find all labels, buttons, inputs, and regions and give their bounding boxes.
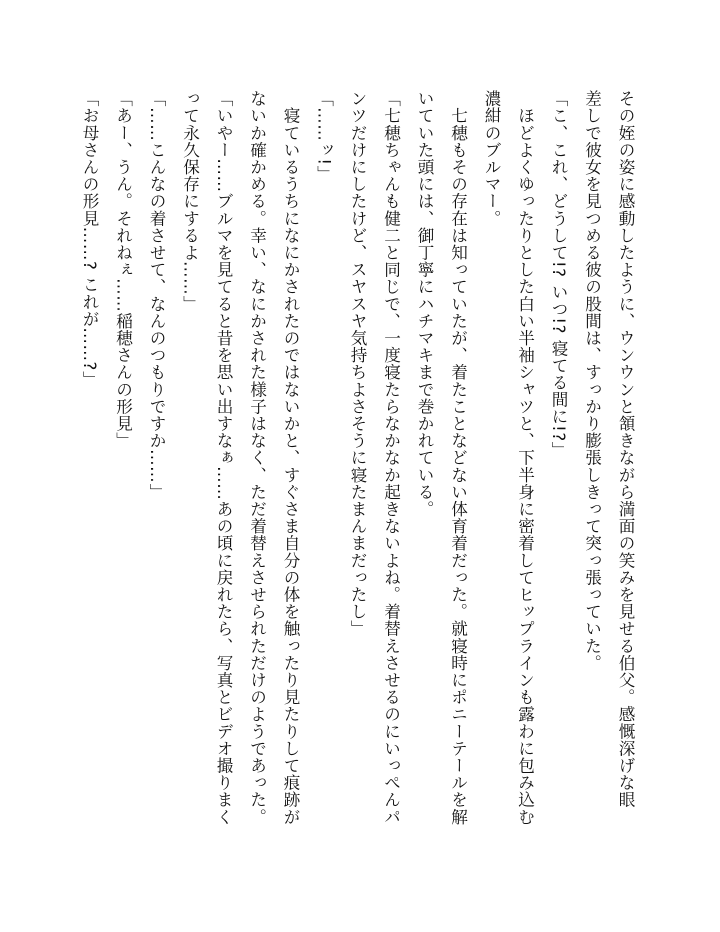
text-line: 「こ、これ、どうして!? いつ!? 寝てる間に!?」 <box>549 90 568 459</box>
text-line: いていた頭には、御丁寧にハチマキまで巻かれている。 <box>415 90 434 518</box>
text-line: って永久保存にするよ……」 <box>180 90 200 313</box>
text-line: 差しで彼女を見つめる彼の股間は、すっかり膨張しきって突っ張っていた。 <box>582 90 602 672</box>
text-line: 「……ッ!」 <box>314 90 334 183</box>
vertical-text-body <box>76 90 642 880</box>
text-line: 「いやー……ブルマを見てると昔を思い出すなぁ……あの頃に戻れたら、写真とビデオ撮りまく <box>214 90 233 826</box>
text-line: ないか確かめる。幸い、なにかされた様子はなく、ただ着替えさせられただけのようであった。 <box>247 90 267 826</box>
text-line: ンツだけにしたけど、スヤスヤ気持ちよさそうに寝たまんまだったし」 <box>348 90 367 638</box>
text-line: 「お母さんの形見……? これが……?」 <box>80 90 99 388</box>
text-line: ほどよくゆったりとした白い半袖シャツと、下半身に密着してヒップラインも露わに包み込む <box>515 90 535 826</box>
text-line: 七穂もその存在は知っていたが、着たことなどない体育着だった。就寝時にポニーテールを解 <box>448 90 468 826</box>
text-line: 「七穂ちゃんも健二と同じで、一度寝たらなかなか起きないよね。着替えさせるのにいっぺんパ <box>381 90 401 826</box>
text-line: 「あー、うん。それねぇ……稲穂さんの形見」 <box>113 90 133 450</box>
text-line: 濃紺のブルマー。 <box>482 90 501 227</box>
text-line: 「……こんなの着させて、なんのつもりですか……」 <box>147 90 166 501</box>
text-line: 寝ているうちになにかされたのではないかと、すぐさま自分の体を触ったり見たりして痕跡が <box>281 90 300 826</box>
text-line: その姪の姿に感動したように、ウンウンと頷きながら満面の笑みを見せる伯父。感慨深げな眼 <box>616 90 635 809</box>
